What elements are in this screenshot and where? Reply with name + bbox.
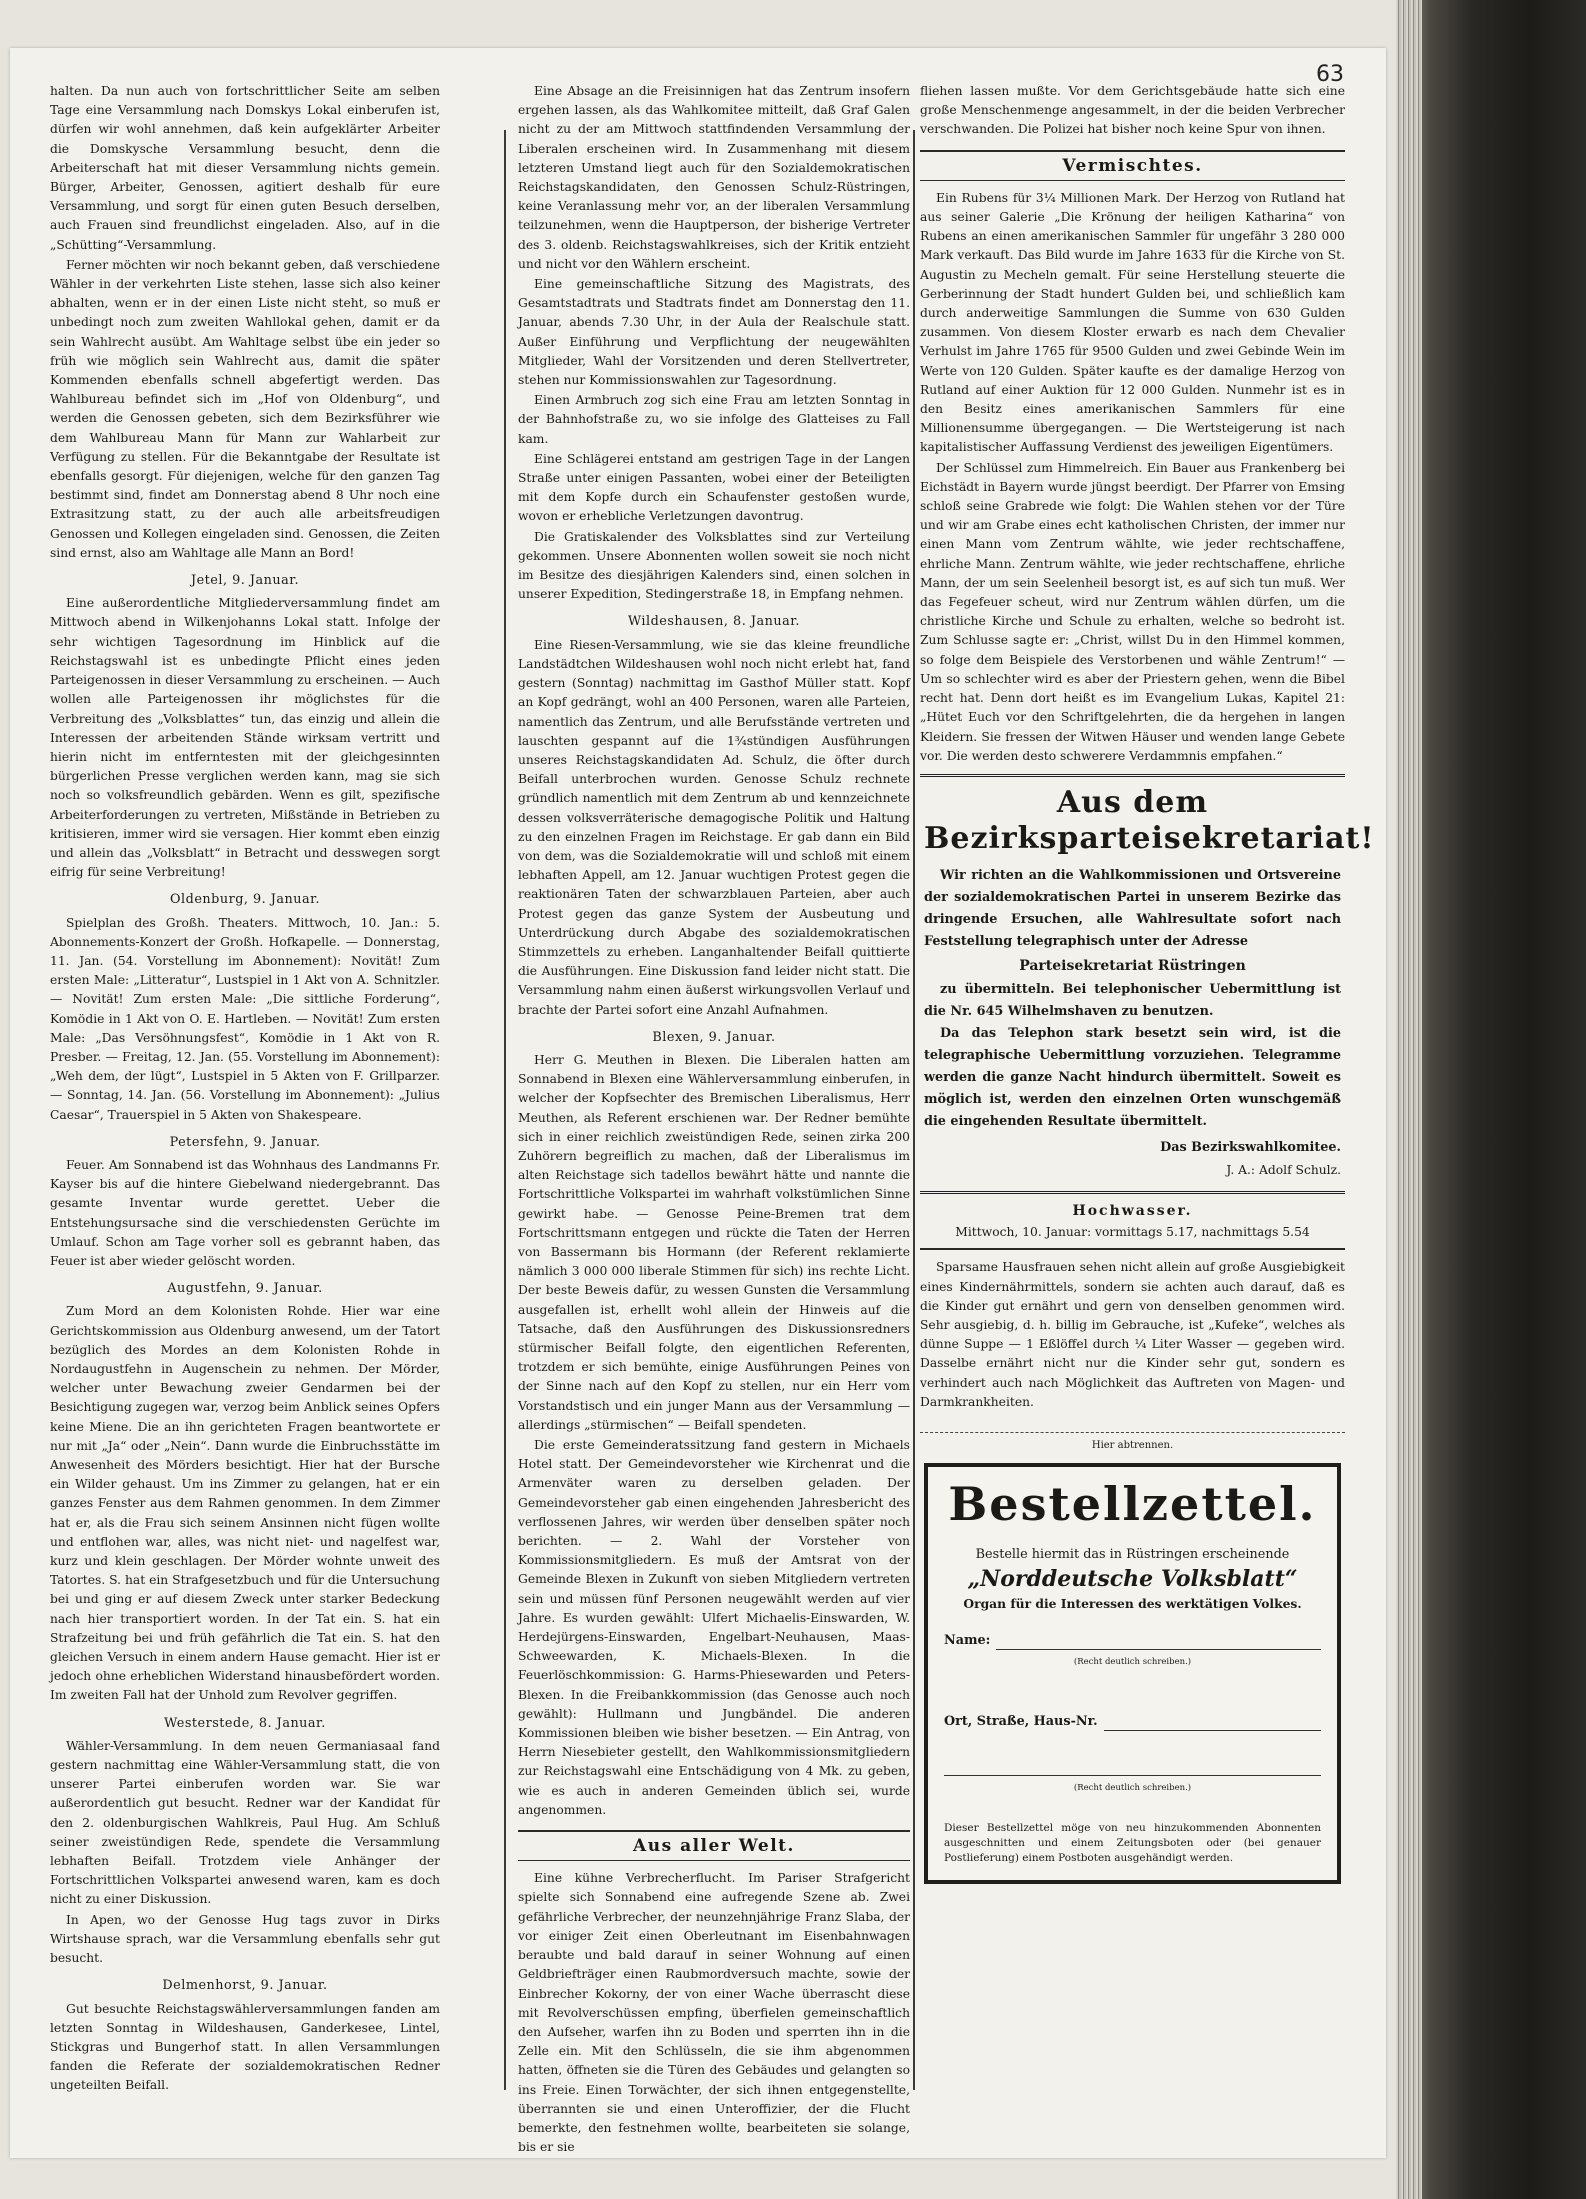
- column-rule: [913, 130, 915, 2090]
- notice-text: Wir richten an die Wahlkommissionen und Ortsvereine der sozialdemokratischen Partei in unserem Bezirke das dringende Ersuchen, alle Wahlresultate sofort nach Feststellung telegraphisch unter der Adresse: [924, 867, 1341, 949]
- column-right: [920, 82, 1375, 1884]
- book-binding: [1396, 0, 1586, 2199]
- article-text: Ferner möchten wir noch bekannt geben, daß verschiedene Wähler in der verkehrten Liste stehen, lasse sich also keiner abhalten, wenn er in der einen Liste nicht steht, so muß er unbedingt noch zum zweiten Wahllokal gehen, damit er da sein Wahlrecht ausübt. Am Wahltage selbst übe ein jeder so früh wie möglich sein Wahlrecht aus, damit die später Kommenden ebenfalls schnell abgefertigt werden. Das Wahlbureau befindet sich im „Hof von Oldenburg“, und werden die Genossen gebeten, sich dem Bezirksführer wie dem Wahlbureau Mann für Mann zur Wahlarbeit zur Verfügung zu stellen. Für die Bekanntgabe der Resultate ist ebenfalls gesorgt. Für diejenigen, welche für den ganzen Tag bestimmt sind, findet am Donnerstag abend 8 Uhr noch eine Extrasitzung statt, zu der auch alle arbeitsfreudigen Genossen und Kollegen eingeladen sind. Genossen, die Zeiten sind ernst, also am Wahltage alle Mann an Bord!: [50, 257, 440, 560]
- notice-text: Da das Telephon stark besetzt sein wird, ist die telegraphische Uebermittlung vorzuziehen. Telegramme werden die ganze Nacht hindurch übermittelt. Soweit es möglich ist, werden den einzelnen Orten wunschgemäß die eingehenden Resultate übermittelt.: [924, 1025, 1341, 1129]
- dateline: Jetel, 9. Januar.: [190, 573, 300, 589]
- field-hint: (Recht deutlich schreiben.): [1073, 1783, 1192, 1794]
- article-text: Feuer. Am Sonnabend ist das Wohnhaus des Landmanns Fr. Kayser bis auf die hintere Giebelwand niedergebrannt. Das gesamte Inventar wurde gerettet. Ueber die Entstehungsursache sind die verschiedensten Gerüchte im Umlauf. Schon am Tage vorher soll es gebrannt haben, das Feuer ist aber wieder gelöscht worden.: [50, 1157, 440, 1268]
- party-notice: [920, 774, 1375, 1194]
- order-form-footnote: Dieser Bestellzettel möge von neu hinzukommenden Abonnenten ausgeschnitten und einem Zeitungsboten oder (bei genauer Postlieferung) einem Postboten ausgehändigt werden.: [944, 1821, 1321, 1864]
- column-rule: [504, 130, 506, 2090]
- address-label: Ort, Straße, Haus-Nr.: [944, 1714, 1098, 1730]
- article-text: Spielplan des Großh. Theaters. Mittwoch, 10. Jan.: 5. Abonnements-Konzert der Großh. Hofkapelle. — Donnerstag, 11. Jan. (54. Vorstellung im Abonnement): Novität! Zum ersten Male: „Litteratur“, Lustspiel in 1 Akt von A. Schnitzler. — Novität! Zum ersten Male: „Die sittliche Forderung“, Komödie in 1 Akt von O. E. Hartleben. — Novität! Zum ersten Male: „Das Versöhnungsfest“, Komödie in 1 Akt von R. Presber. — Freitag, 12. Jan. (55. Vorstellung im Abonnement): „Weh dem, der lügt“, Lustspiel in 5 Akten von F. Grillparzer. — Sonntag, 14. Jan. (56. Vorstellung im Abonnement): „Julius Caesar“, Trauerspiel in 5 Akten von Shakespeare.: [50, 915, 440, 1122]
- order-form: [924, 1463, 1341, 1883]
- name-line[interactable]: [996, 1633, 1321, 1650]
- newspaper-name: „Norddeutsche Volksblatt“: [967, 1566, 1298, 1593]
- article-text: Einen Armbruch zog sich eine Frau am letzten Sonntag in der Bahnhofstraße zu, wo sie infolge des Glatteises zu Fall kam.: [518, 393, 910, 446]
- dateline: Delmenhorst, 9. Januar.: [162, 1978, 328, 1994]
- name-label: Name:: [944, 1632, 991, 1648]
- notice-address: Parteisekretariat Rüstringen: [1019, 957, 1246, 974]
- column-left: [50, 82, 440, 2097]
- dateline: Wildeshausen, 8. Januar.: [627, 614, 800, 630]
- dateline: Oldenburg, 9. Januar.: [170, 892, 320, 908]
- article-text: Eine Riesen-Versammlung, wie sie das kleine freundliche Landstädtchen Wildeshausen wohl noch nicht erlebt hat, fand gestern (Sonntag) nachmittag im Gasthof Müller statt. Kopf an Kopf gedrängt, wohl an 400 Personen, waren alle Parteien, namentlich das Zentrum, und alle Berufsstände vertreten und lauschten gespannt auf die 1¾stündigen Ausführungen unseres Reichstagskandidaten Ad. Schulz, die öfter durch Beifall unterbrochen wurden. Genosse Schulz rechnete gründlich namentlich mit dem Zentrum ab und kennzeichnete dessen volksverräterische demagogische Politik und Haltung zu den einzelnen Fragen im Reichstage. Er gab dann ein Bild von dem, was die Sozialdemokratie will und schloß mit einem lebhaften Appell, am 12. Januar wuchtigen Protest gegen die reaktionären Taten der schwarzblauen Parteien, aber auch Protest gegen das ganze System der Ausbeutung und Unterdrückung durch Abgabe des sozialdemokratischen Stimmzettels zu erheben. Langanhaltender Beifall quittierte die Ausführungen. Eine Diskussion fand leider nicht statt. Die Versammlung nahm einen äußerst wirkungsvollen Verlauf und brachte der Partei sofort eine Anzahl Aufnahmen.: [518, 637, 910, 1017]
- dateline: Blexen, 9. Januar.: [652, 1029, 776, 1045]
- address-line[interactable]: [1104, 1714, 1321, 1731]
- notice-signature-name: J. A.: Adolf Schulz.: [1226, 1162, 1341, 1177]
- dateline: Westerstede, 8. Januar.: [164, 1715, 326, 1731]
- order-form-title: Bestellzettel.: [948, 1477, 1317, 1532]
- article-text: Eine Schlägerei entstand am gestrigen Tage in der Langen Straße unter einigen Passanten, wobei einer der Beteiligten mit dem Kopfe durch ein Schaufenster gestoßen wurde, wovon er erhebliche Verletzungen davontrug.: [518, 451, 910, 524]
- column-middle: [518, 82, 910, 2158]
- article-text: Herr G. Meuthen in Blexen. Die Liberalen hatten am Sonnabend in Blexen eine Wählerversammlung einberufen, in welcher der Kopfsechter des Bremischen Liberalismus, Herr Meuthen, als Referent erschienen war. Der Redner bemühte sich in einer reichlich zweistündigen Rede, seinen zirka 200 Zuhörern begreiflich zu machen, daß der Liberalismus im alten Reichstage sich tadellos bewährt hätte und nannte die Fortschrittliche Volkspartei im wahrhaft volkstümlichen Sinne gewirkt habe. — Genosse Peine-Bremen trat dem Fortschrittsmann entgegen und rückte die Taten der Herren von Bassermann bis Hormann (der Referent reklamierte nämlich 3 000 000 liberale Stimmen für sich) ins rechte Licht. Der beste Beweis dafür, zu wessen Gunsten die Versammlung ausgefallen ist, erhellt wohl allein der Hinweis auf die Tatsache, daß den Ausführungen des Diskussionsredners stürmischer Beifall folgte, den eigentlichen Referenten, trotzdem er sich bemühte, einige Ausführungen Peines von der Sinne nach auf den Kopf zu stellen, nur ein Herr vom Vorstandstisch und ein junger Mann aus der Versammlung — allerdings „stürmischen“ — Beifall spendeten.: [518, 1052, 910, 1432]
- article-text: In Apen, wo der Genosse Hug tags zuvor in Dirks Wirtshause sprach, war die Versammlung ebenfalls sehr gut besucht.: [50, 1912, 440, 1966]
- article-text: Zum Mord an dem Kolonisten Rohde. Hier war eine Gerichtskommission aus Oldenburg anwesend, um der Tatort bezüglich des Mordes an dem Kolonisten Rohde in Nordaugustfehn in Augenschein zu nehmen. Der Mörder, welcher unter Bewachung zweier Gendarmen bei der Besichtigung zugegen war, verzog beim Anblick seines Opfers keine Miene. Die an ihn gerichteten Fragen beantwortete er nur mit „Ja“ oder „Nein“. Dann wurde die Einbruchsstätte im Anwesenheit des Mörders besichtigt. Hier hat der Bursche ein Wilder gehaust. Um ins Zimmer zu gelangen, hat er ein ganzes Fenster aus dem Rahmen genommen. In dem Zimmer hat er, als die Frau sich seinem Ansinnen nicht fügen wollte und entflohen war, alles, was nicht niet- und nagelfest war, kurz und klein geschlagen. Der Mörder wohnte unweit des Tatortes. S. hat ein Strafgesetzbuch und für die Untersuchung bei und ging er auf diesem Zweck unter starker Bedeckung nach hier transportiert worden. In der Tat ein. S. hat ein Strafzeitung bei und früh gefährlich die Tat ein. S. hat den gleichen Versuch in einem andern Hause gemacht. Hier ist er jedoch ohne erheblichen Widerstand hinausbefördert worden. Im zweiten Fall hat der Unhold zum Revolver gegriffen.: [50, 1304, 440, 1703]
- article-text: Wähler-Versammlung. In dem neuen Germaniasaal fand gestern nachmittag eine Wähler-Versammlung statt, die von unserer Partei einberufen worden war. Sie war außerordentlich gut besucht. Redner war der Kandidat für den 2. oldenburgischen Wahlkreis, Paul Hug. Am Schluß seiner zweistündigen Rede, spendete die Versammlung lebhaften Beifall. Trotzdem viele Anhänger der Fortschrittlichen Volkspartei anwesend waren, kam es doch nicht zu einer Diskussion.: [50, 1738, 440, 1907]
- article-text: Eine außerordentliche Mitgliederversammlung findet am Mittwoch abend in Wilkenjohanns Lokal statt. Infolge der sehr wichtigen Tagesordnung im Hinblick auf die Reichstagswahl ist es unbedingte Pflicht eines jeden Parteigenossen in dieser Versammlung zu erscheinen. — Auch wollen alle Parteigenossen ihr möglichstes für die Verbreitung des „Volksblattes“ tun, das einzig und allein die Interessen der arbeitenden Stände wirksam vertritt und hierin nicht im entferntesten mit der gleichgesinnten bürgerlichen Presse verglichen werden kann, mag sie sich noch so volksfreundlich gebärden. Wenn es gilt, spezifische Arbeiterforderungen zu vertreten, Mißstände in Betrieben zu kritisieren, immer wird sie versagen. Hier kommt eben einzig und allein das „Volksblatt“ in Betracht und desswegen sorgt eifrig für seine Verbreitung!: [50, 596, 440, 880]
- address-line-2[interactable]: [944, 1749, 1321, 1776]
- order-form-line: Bestelle hiermit das in Rüstringen erscheinende: [975, 1547, 1290, 1563]
- article-text: fliehen lassen mußte. Vor dem Gerichtsgebäude hatte sich eine große Menschenmenge angesammelt, in der die beiden Verbrecher verschwanden. Die Polizei hat bisher noch keine Spur von ihnen.: [920, 84, 1345, 137]
- article-text: Eine gemeinschaftliche Sitzung des Magistrats, des Gesamtstadtrats und Stadtrats findet am Donnerstag den 11. Januar, abends 7.30 Uhr, in der Aula der Realschule statt. Außer Einführung und Verpflichtung der neugewählten Mitglieder, Wahl der Vorsitzenden und deren Stellvertreter, stehen nur Kommissionswahlen zur Tagesordnung.: [518, 277, 910, 388]
- cut-here-line: Hier abtrennen.: [920, 1432, 1345, 1455]
- article-text: halten. Da nun auch von fortschrittlicher Seite am selben Tage eine Versammlung nach Domskys Lokal einberufen ist, dürfen wir wohl annehmen, daß kein aufgeklärter Arbeiter die Domskysche Versammlung besucht, denn die Arbeiterschaft hat mit dieser Versammlung nichts gemein. Bürger, Arbeiter, Genossen, agitiert deshalb für eure Versammlung, und sorgt für einen guten Besuch derselben, auch Frauen sind freundlichst eingeladen. Also, auf in die „Schütting“-Versammlung.: [50, 84, 440, 252]
- article-text: Der Schlüssel zum Himmelreich. Ein Bauer aus Frankenberg bei Eichstädt in Bayern wurde jüngst beerdigt. Der Pfarrer von Emsing schloß seine Grabrede wie folgt: Die Wahlen stehen vor der Türe und wir am Grabe eines echt katholischen Christen, der immer nur einen Mann vom Zentrum wählte, wie jeder rechtschaffene, ehrliche Mann. Zentrum wählte, wie jeder rechtschaffene, ehrliche Mann, der um sein Seelenheil besorgt ist, es auf sich tun muß. Wer das Fegefeuer scheut, wird nur Zentrum wählen dürfen, um die christliche Kirche und Schule zu erhalten, welche so bedroht ist. Zum Schlusse sagte er: „Christ, willst Du in den Himmel kommen, so folge dem Beispiele des Verstorbenen und wähle Zentrum!“ — Um so schlechter wird es aber der Priestern gehen, wenn die Bibel recht hat. Denn dort heißt es im Evangelium Lukas, Kapitel 21: „Hütet Euch vor den Schriftgelehrten, die da hergehen in langen Kleidern. Sie fressen der Witwen Häuser und wenden lange Gebete vor. Die werden desto schwerere Verdammnis empfahen.“: [920, 460, 1345, 763]
- advert-text: Sparsame Hausfrauen sehen nicht allein auf große Ausgiebigkeit eines Kindernährmittels, sondern sie achten auch darauf, daß es die Kinder gut ernährt und gern von denselben genommen wird. Sehr ausgiebig, d. h. billig im Gebrauche, ist „Kufeke“, welches als dünne Suppe — 1 Eßlöffel durch ¼ Liter Wasser — gegeben wird. Dasselbe ernährt nicht nur die Kinder sehr gut, sondern es verhindert auch nach Möglichkeit das Auftreten von Magen- und Darmkrankheiten.: [920, 1260, 1345, 1409]
- article-text: Eine Absage an die Freisinnigen hat das Zentrum insofern ergehen lassen, als das Wahlkomitee mitteilt, daß Graf Galen nicht zu der am Mittwoch stattfindenden Versammlung der Liberalen erscheinen wird. In Zusammenhang mit diesem letzteren Umstand liegt auch für den Sozialdemokratischen Reichstagskandidaten, den Genossen Schulz-Rüstringen, keine Veranlassung mehr vor, an der liberalen Versammlung teilzunehmen, wenn die Hauptperson, der bisherige Vertreter des 3. oldenb. Reichstagswahlkreises, sich der Kritik entzieht und nicht vor den Wählern erscheint.: [518, 84, 910, 271]
- page-edges: [1396, 0, 1422, 2199]
- field-hint: (Recht deutlich schreiben.): [1073, 1656, 1192, 1667]
- article-text: Die erste Gemeinderatssitzung fand gestern in Michaels Hotel statt. Der Gemeindevorsteher wie Kirchenrat und die Armenväter waren zu derselben geladen. Der Gemeindevorsteher gab einen eingehenden Jahresbericht des verflossenen Jahres, wir werden über denselben später noch berichten. — 2. Wahl der Vorsteher von Kommissionsmitgliedern. Es muß der Amtsrat von der Gemeinde Blexen in Zukunft von sieben Mitgliedern vertreten sein und müssen fünf Personen neugewählt werden auf vier Jahre. Es wurden gewählt: Ulfert Michaelis-Einswarden, W. Herdejürgens-Einswarden, Engelbart-Neuhausen, Maas-Schweewarden, K. Michaels-Blexen. In die Feuerlöschkommission: G. Harms-Phiesewarden und Peters-Blexen. In die Freibankkommission (das Genosse auch noch gewählt): Hullmann und Jungbändel. Die anderen Kommissionen bleiben wie bisher besetzen. — Ein Antrag, von Herrn Niesebieter gestellt, den Wahlkommissionsmitgliedern zur Reichstagswahl eine Entschädigung von 4 Mk. zu geben, wie es auch in anderen Gemeinden üblich sei, wurde angenommen.: [518, 1438, 910, 1817]
- section-heading: Aus aller Welt.: [518, 1830, 910, 1861]
- notice-text: zu übermitteln. Bei telephonischer Uebermittlung ist die Nr. 645 Wilhelmshaven zu benutzen.: [924, 981, 1341, 1019]
- page-number: 63: [1316, 62, 1344, 87]
- name-field[interactable]: [944, 1631, 1321, 1650]
- newspaper-subtitle: Organ für die Interessen des werktätigen Volkes.: [963, 1595, 1302, 1611]
- notice-signature: Das Bezirkswahlkomitee.: [1160, 1139, 1341, 1155]
- notice-title: Aus dem Bezirksparteisekretariat!: [924, 784, 1375, 856]
- section-heading: Vermischtes.: [920, 150, 1345, 181]
- dateline: Augustfehn, 9. Januar.: [167, 1281, 323, 1297]
- tide-times: Mittwoch, 10. Januar: vormittags 5.17, nachmittags 5.54: [920, 1223, 1345, 1250]
- dateline: Petersfehn, 9. Januar.: [169, 1134, 321, 1150]
- tide-heading: Hochwasser.: [1072, 1202, 1193, 1219]
- article-text: Gut besuchte Reichstagswählerversammlungen fanden am letzten Sonntag in Wildeshausen, Ganderkesee, Lintel, Stickgras und Bungerhof statt. In allen Versammlungen fanden die Referate der sozialdemokratischen Redner ungeteilten Beifall.: [50, 2001, 440, 2093]
- article-text: Ein Rubens für 3¼ Millionen Mark. Der Herzog von Rutland hat aus seiner Galerie „Die Krönung der heiligen Katharina“ von Rubens an einen amerikanischen Sammler für ungefähr 3 280 000 Mark verkauft. Das Bild wurde im Jahre 1633 für die Kirche von St. Augustin zu Mecheln gemalt. Für seine Herstellung steuerte die Gerberinnung der Stadt hundert Gulden bei, und schließlich kam durch anderweitige Sammlungen die Summe von 630 Gulden zusammen. Von diesem Kloster erwarb es nach dem Chevalier Verhulst im Jahre 1765 für 9500 Gulden und zwei Gebinde Wein im Werte von 120 Gulden. Später kaufte es der damalige Herzog von Rutland auf einer Auktion für 12 000 Gulden. Nunmehr ist es in den Besitz eines amerikanischen Sammlers für eine Millionensumme übergegangen. — Die Wertsteigerung ist nach kapitalistischer Auffassung Verdienst des jeweiligen Eigentümers.: [920, 190, 1345, 455]
- article-text: Eine kühne Verbrecherflucht. Im Pariser Strafgericht spielte sich Sonnabend eine aufregende Szene ab. Zwei gefährliche Verbrecher, der neunzehnjährige Franz Slaba, der vor einiger Zeit einen Oberleutnant im Eisenbahnwagen beraubte und bald darauf in seiner Wohnung auf einen Geldbriefträger einen Raubmordversuch machte, sowie der Einbrecher Kokorny, der von einer Wache überrascht diese mit Revolverschüssen empfing, überfielen gemeinschaftlich den Aufseher, warfen ihn zu Boden und sperrten ihn in die Zelle ein. Mit den Schlüsseln, die sie ihm abgenommen hatten, öffneten sie die Türen des Gebäudes und gelangten so ins Freie. Einen Torwächter, der sich ihnen entgegenstellte, überrannten sie und einen Unteroffizier, der die Flucht bemerkte, den festnehmen wollte, bearbeiteten sie solange, bis er sie: [518, 1871, 910, 2155]
- address-field[interactable]: [944, 1712, 1321, 1731]
- article-text: Die Gratiskalender des Volksblattes sind zur Verteilung gekommen. Unsere Abonnenten wollen soweit sie noch nicht im Besitze des diesjährigen Kalenders sind, einen solchen in unserer Expedition, Stedingerstraße 18, in Empfang nehmen.: [518, 529, 910, 602]
